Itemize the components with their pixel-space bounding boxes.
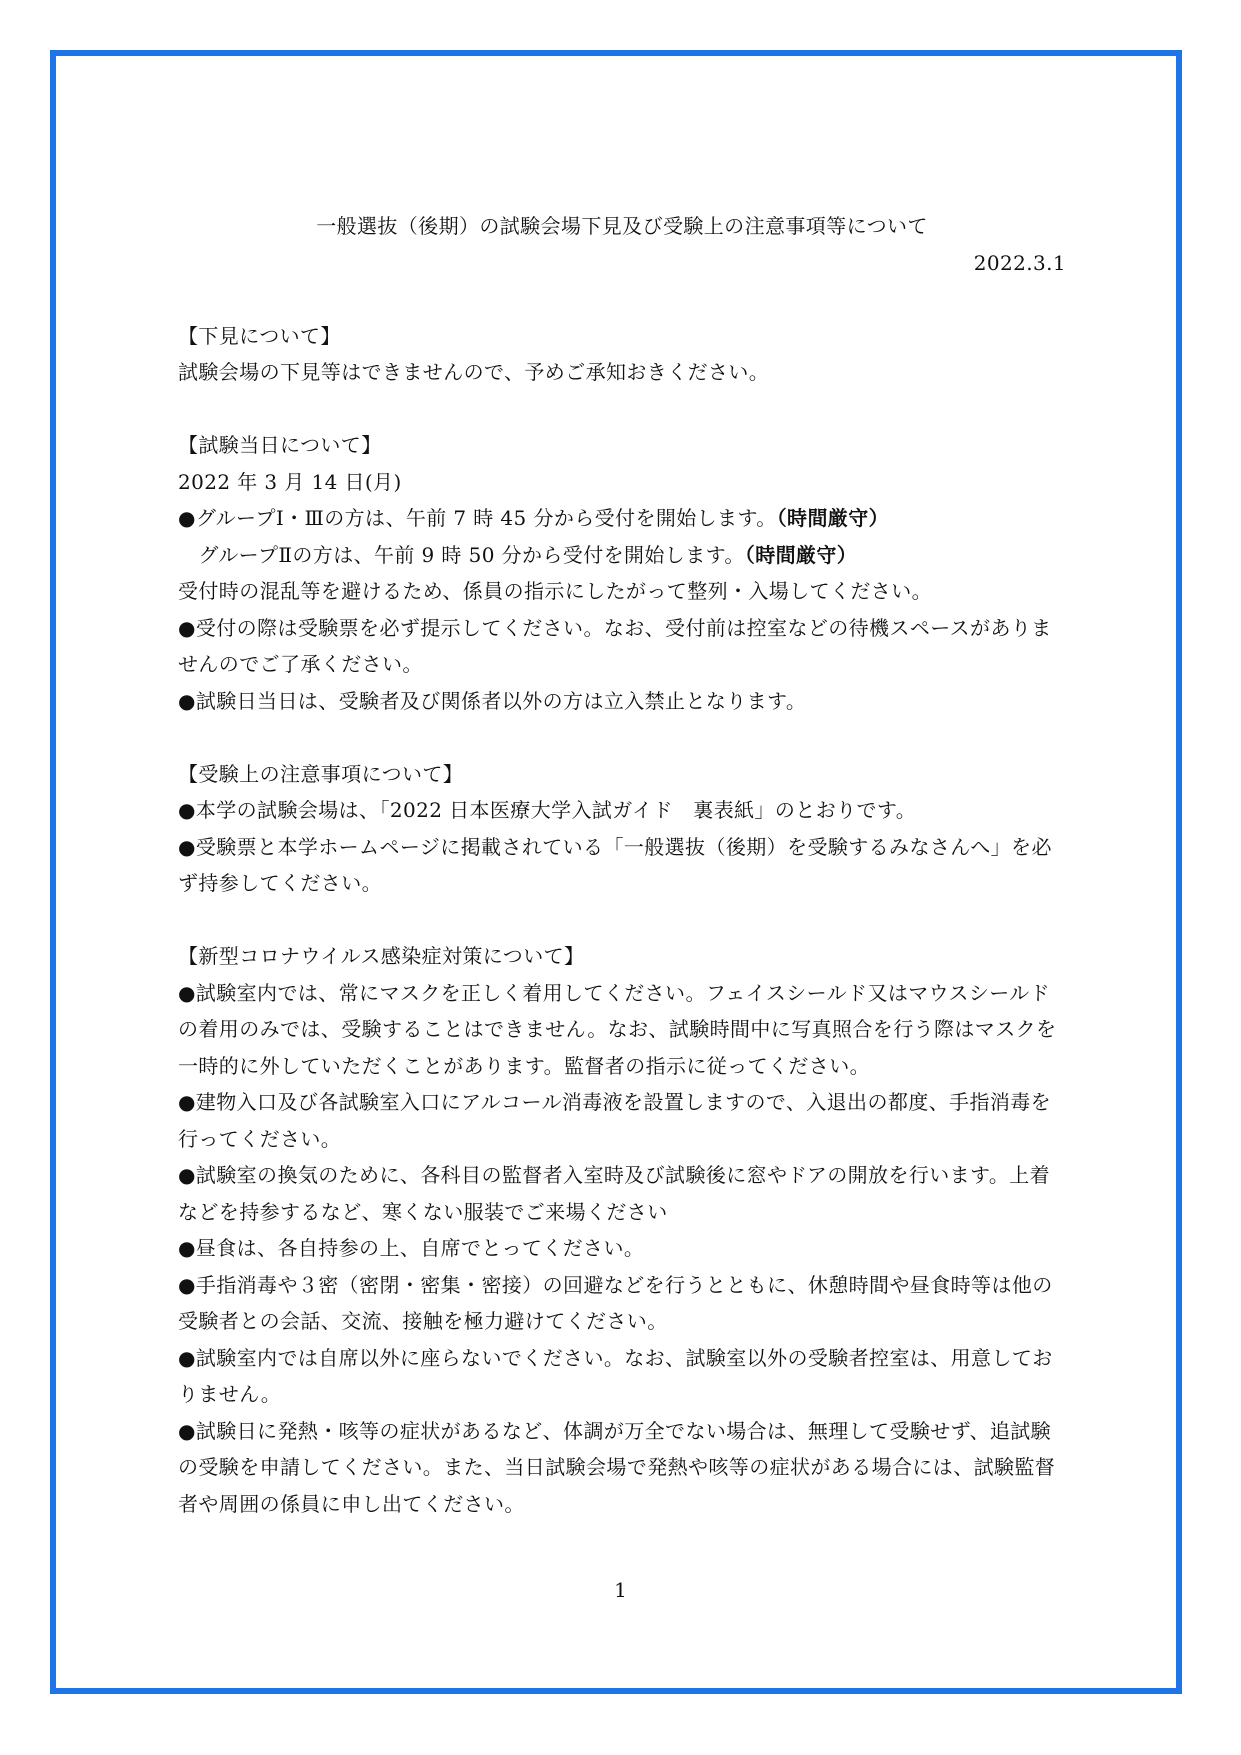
covid-paragraph: ●試験室内では自席以外に座らないでください。なお、試験室以外の受験者控室は、用意しておりません。 xyxy=(178,1345,1053,1406)
covid-paragraph: ●建物入口及び各試験室入口にアルコール消毒液を設置しますので、入退出の都度、手指消毒を行ってください。 xyxy=(178,1090,1052,1151)
group2-reception xyxy=(178,537,1066,574)
exam-notes-paragraph: ●受験票と本学ホームページに掲載されている「一般選抜（後期）を受験するみなさんへ」を必ず持参してください。 xyxy=(178,834,1052,895)
group2-strict-time-note: （時間厳守） xyxy=(744,542,858,567)
document-title: 一般選抜（後期）の試験会場下見及び受験上の注意事項等について xyxy=(316,214,928,238)
section-heading-exam-day: 【試験当日について】 xyxy=(178,433,382,457)
covid-paragraph: ●試験室の換気のために、各科目の監督者入室時及び試験後に窓やドアの開放を行います。上着などを持参するなど、寒くない服装でご来場ください xyxy=(178,1163,1051,1224)
preview-paragraph: 試験会場の下見等はできませんので、予めご承知おきください。 xyxy=(178,360,770,384)
page-number: 1 xyxy=(614,1578,627,1602)
exam-day-paragraph: ●受付の際は受験票を必ず提示してください。なお、受付前は控室などの待機スペースがありませんのでご了承ください。 xyxy=(178,615,1052,676)
exam-notes-paragraph: ●本学の試験会場は、「2022 日本医療大学入試ガイド 裏表紙」のとおりです。 xyxy=(178,798,917,822)
spacer xyxy=(178,391,1066,428)
covid-paragraph: ●試験日に発熱・咳等の症状があるなど、体調が万全でない場合は、無理して受験せず、追試験の受験を申請してください。また、当日試験会場で発熱や咳等の症状がある場合には、試験監督者や周囲の係員に申し出てください。 xyxy=(178,1418,1056,1516)
group1-strict-time-note: （時間厳守） xyxy=(776,506,890,530)
section-heading-preview: 【下見について】 xyxy=(178,323,341,348)
group2-reception-text: グループⅡの方は、午前 9 時 50 分から受付を開始します。 xyxy=(178,542,745,567)
section-heading-covid-measures: 【新型コロナウイルス感染症対策について】 xyxy=(178,944,585,968)
document-body xyxy=(178,208,1066,1522)
exam-date: 2022 年 3 月 14 日(月) xyxy=(178,469,402,494)
covid-paragraph: ●試験室内では、常にマスクを正しく着用してください。フェイスシールド又はマウスシールドの着用のみでは、受験することはできません。なお、試験時間中に写真照合を行う際はマスクを一時的に外していただくことがあります。監督者の指示に従ってください。 xyxy=(178,980,1057,1078)
covid-paragraph: ●手指消毒や３密（密閉・密集・密接）の回避などを行うとともに、休憩時間や昼食時等は他の受験者との会話、交流、接触を極力避けてください。 xyxy=(178,1272,1053,1333)
exam-day-paragraph: 受付時の混乱等を避けるため、係員の指示にしたがって整列・入場してください。 xyxy=(178,579,932,603)
covid-paragraph: ●昼食は、各自持参の上、自席でとってください。 xyxy=(178,1236,645,1260)
spacer xyxy=(178,719,1066,756)
group1-reception xyxy=(178,500,1066,537)
document-date: 2022.3.1 xyxy=(973,250,1066,275)
group1-reception-text: ●グループⅠ・Ⅲの方は、午前 7 時 45 分から受付を開始します。 xyxy=(178,506,777,530)
exam-day-paragraph: ●試験日当日は、受験者及び関係者以外の方は立入禁止となります。 xyxy=(178,688,807,713)
spacer xyxy=(178,281,1066,318)
spacer xyxy=(178,902,1066,939)
section-heading-exam-notes: 【受験上の注意事項について】 xyxy=(178,761,464,786)
